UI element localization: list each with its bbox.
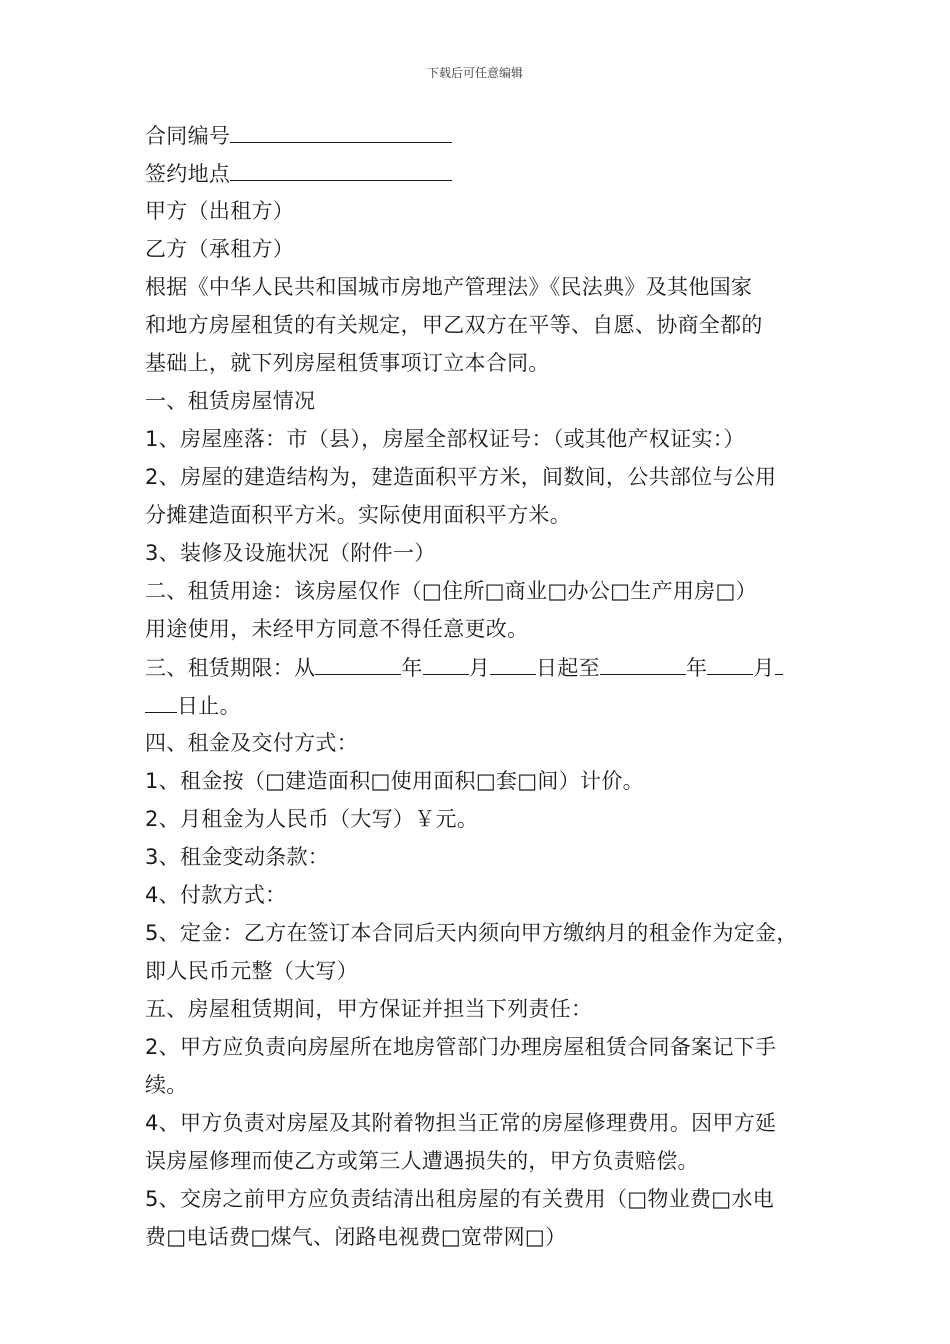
clause-1-3: 3、装修及设施状况（附件一）	[145, 541, 436, 565]
clause-4-3: 3、租金变动条款：	[145, 845, 330, 869]
month-label: 月	[753, 656, 775, 680]
year-label: 年	[401, 656, 423, 680]
clause-5-4-cont: 误房屋修理而使乙方或第三人遭遇损失的，甲方负责赔偿。	[145, 1149, 699, 1173]
clause-5-2-cont: 续。	[145, 1073, 188, 1097]
preamble-line-2: 和地方房屋租赁的有关规定，甲乙双方在平等、自愿、协商全都的	[145, 313, 763, 337]
sign-place-blank[interactable]	[230, 154, 452, 181]
clause-4-4: 4、付款方式：	[145, 883, 287, 907]
header-note: 下载后可任意编辑	[426, 66, 523, 80]
clause-5-4: 4、甲方负责对房屋及其附着物担当正常的房屋修理费用。因甲方延	[145, 1111, 777, 1135]
month-label: 月	[468, 656, 491, 680]
clause-1-1: 1、房屋座落：市（县），房屋全部权证号：（或其他产权证实：）	[145, 427, 745, 451]
sign-place-label: 签约地点	[145, 162, 231, 186]
lease-term-row-cont	[145, 686, 815, 724]
section-2-cont: 用途使用，未经甲方同意不得任意更改。	[145, 617, 529, 641]
day-end-label: 日止。	[177, 694, 241, 718]
sign-place-row	[145, 154, 815, 192]
clause-4-5: 5、定金：乙方在签订本合同后天内须向甲方缴纳月的租金作为定金，	[145, 921, 798, 945]
lease-term-row	[145, 648, 815, 686]
year-label: 年	[685, 656, 708, 680]
start-year-blank[interactable]	[315, 648, 401, 675]
day-to-label: 日起至	[536, 656, 600, 680]
clause-5-2: 2、甲方应负责向房屋所在地房管部门办理房屋租赁合同备案记下手	[145, 1035, 777, 1059]
section-4-heading: 四、租金及交付方式：	[145, 731, 358, 755]
section-5-heading: 五、房屋租赁期间，甲方保证并担当下列责任：	[145, 997, 593, 1021]
contract-number-label: 合同编号	[145, 124, 231, 148]
end-day-blank-part-2[interactable]	[145, 686, 177, 713]
end-month-blank[interactable]	[707, 648, 753, 675]
clause-4-1: 1、租金按（□建造面积□使用面积□套□间）计价。	[145, 769, 644, 793]
section-1-heading: 一、租赁房屋情况	[145, 389, 316, 413]
party-b: 乙方（承租方）	[145, 237, 295, 261]
clause-1-2: 2、房屋的建造结构为，建造面积平方米，间数间，公共部位与公用	[145, 465, 777, 489]
start-month-blank[interactable]	[423, 648, 469, 675]
section-2-heading: 二、租赁用途：该房屋仅作（□住所□商业□办公□生产用房□）	[145, 579, 757, 603]
party-a: 甲方（出租方）	[145, 199, 295, 223]
contract-number-row	[145, 116, 815, 154]
preamble-line-3: 基础上，就下列房屋租赁事项订立本合同。	[145, 351, 550, 375]
clause-5-5-cont: 费□电话费□煤气、闭路电视费□宽带网□）	[145, 1225, 567, 1249]
end-year-blank[interactable]	[600, 648, 686, 675]
clause-4-5-cont: 即人民币元整（大写）	[145, 959, 358, 983]
clause-4-2: 2、月租金为人民币（大写）￥元。	[145, 807, 479, 831]
contract-number-blank[interactable]	[230, 116, 452, 143]
start-day-blank[interactable]	[490, 648, 536, 675]
clause-1-2-cont: 分摊建造面积平方米。实际使用面积平方米。	[145, 503, 571, 527]
clause-5-5: 5、交房之前甲方应负责结清出租房屋的有关费用（□物业费□水电	[145, 1187, 775, 1211]
preamble-line-1: 根据《中华人民共和国城市房地产管理法》《民法典》及其他国家	[145, 275, 753, 299]
end-day-blank-part-1[interactable]	[775, 648, 783, 675]
lease-term-prefix: 三、租赁期限：从	[145, 656, 316, 680]
contract-body	[145, 116, 815, 1256]
